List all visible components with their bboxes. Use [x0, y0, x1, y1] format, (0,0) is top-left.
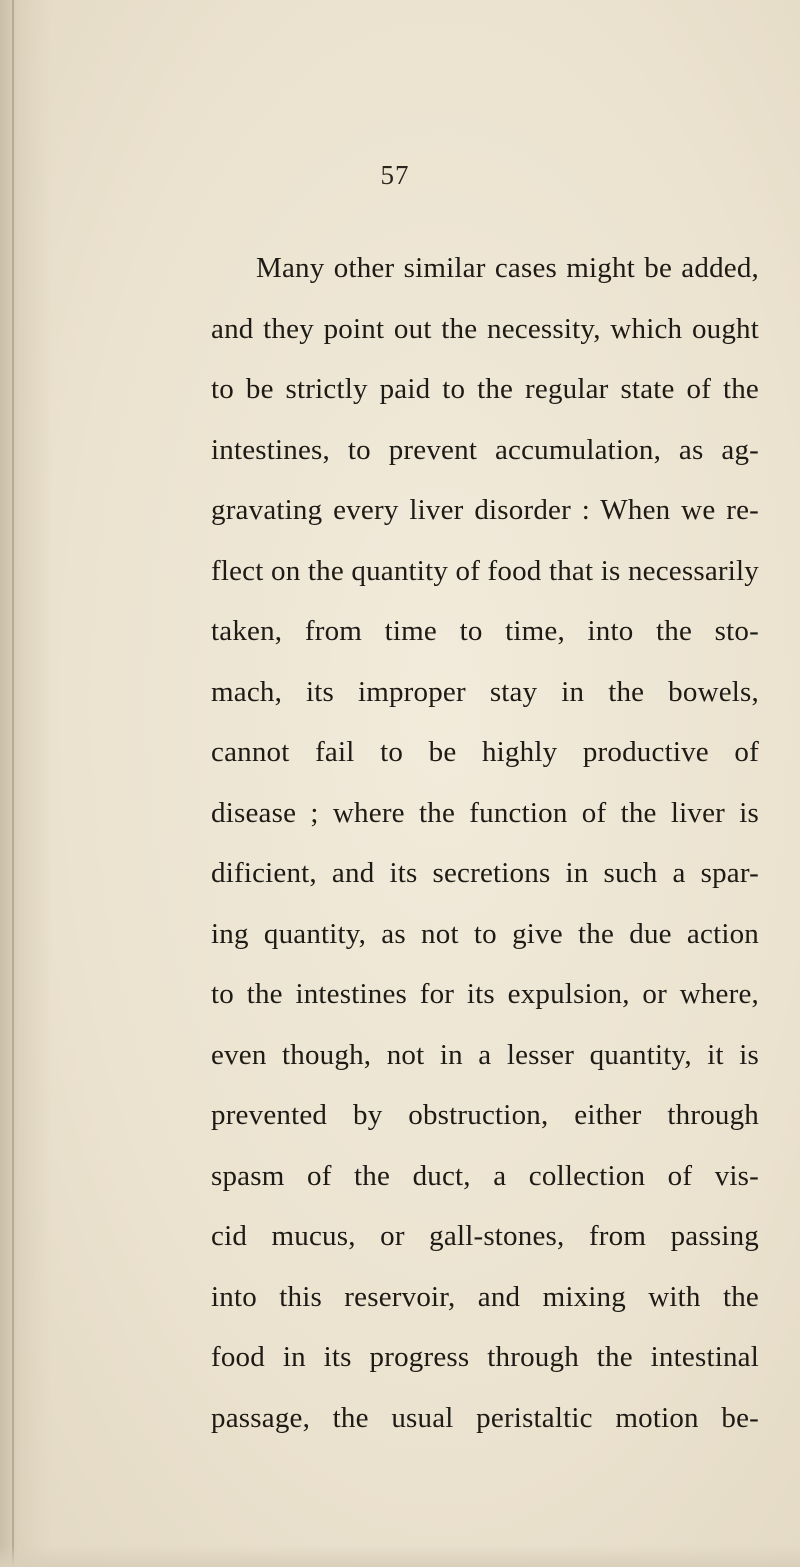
text-line: passage, the usual peristaltic motion be- — [211, 1401, 759, 1434]
text-line: disease ; where the function of the liver is — [211, 796, 759, 829]
page-number: 57 — [380, 160, 410, 190]
page-bottom-edge — [0, 1545, 800, 1567]
text-line: prevented by obstruction, either through — [211, 1099, 759, 1131]
text-line: Many other similar cases might be added, — [256, 252, 759, 284]
text-line: into this reservoir, and mixing with the — [211, 1280, 759, 1313]
text-line: and they point out the necessity, which ought — [211, 312, 759, 345]
text-line: intestines, to prevent accumulation, as ag- — [211, 433, 759, 466]
text-line: even though, not in a lesser quantity, it is — [211, 1038, 759, 1071]
text-line: taken, from time to time, into the sto- — [211, 615, 759, 647]
text-line: to the intestines for its expulsion, or where, — [211, 978, 759, 1010]
body-text — [211, 238, 759, 1448]
binding-edge — [12, 0, 14, 1567]
text-line: flect on the quantity of food that is necessarily — [211, 554, 759, 587]
text-line: gravating every liver disorder : When we re- — [211, 494, 759, 526]
text-line: ing quantity, as not to give the due action — [211, 917, 759, 950]
text-line: to be strictly paid to the regular state of the — [211, 373, 759, 405]
text-line: dificient, and its secretions in such a spar- — [211, 857, 759, 889]
text-line: food in its progress through the intestinal — [211, 1341, 759, 1373]
text-line: spasm of the duct, a collection of vis- — [211, 1159, 759, 1192]
text-line: cid mucus, or gall-stones, from passing — [211, 1220, 759, 1252]
text-line: cannot fail to be highly productive of — [211, 736, 759, 768]
text-line: mach, its improper stay in the bowels, — [211, 675, 759, 708]
binding-shadow — [0, 0, 52, 1567]
